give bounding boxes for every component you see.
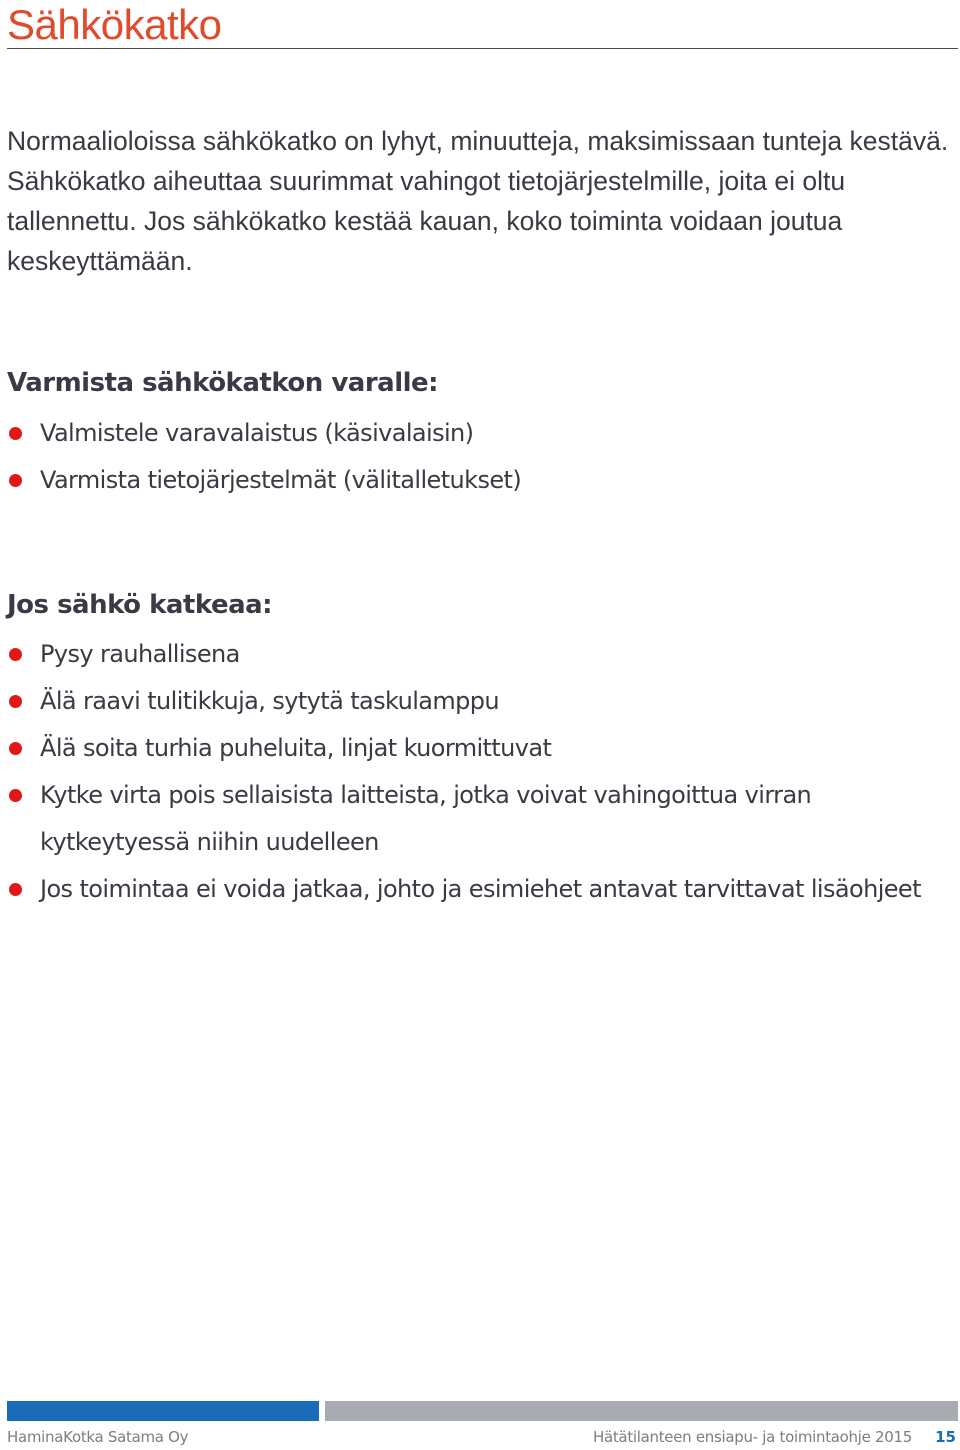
list-item xyxy=(7,772,952,866)
section-heading-preparation: Varmista sähkökatkon varalle: xyxy=(7,368,439,398)
page-number: 15 xyxy=(935,1428,956,1446)
footer-company-name: HaminaKotka Satama Oy xyxy=(7,1428,189,1446)
list-item xyxy=(7,725,952,772)
page-title: Sähkökatko xyxy=(7,1,222,48)
footer-bar-document xyxy=(325,1401,958,1421)
list-item-text: Älä soita turhia puheluita, linjat kuormittuvat xyxy=(40,734,552,762)
list-item-text: Valmistele varavalaistus (käsivalaisin) xyxy=(40,419,474,447)
list-item xyxy=(7,631,952,678)
list-item-text: Kytke virta pois sellaisista laitteista, jotka voivat vahingoittua virran kytkeytyessä niihin uudelleen xyxy=(40,781,812,856)
list-item-text: Pysy rauhallisena xyxy=(40,640,240,668)
bullet-icon xyxy=(9,789,22,802)
bullet-icon xyxy=(9,695,22,708)
section-heading-outage: Jos sähkö katkeaa: xyxy=(7,590,273,620)
list-item xyxy=(7,410,952,457)
bullet-icon xyxy=(9,648,22,661)
bullet-icon xyxy=(9,742,22,755)
footer-document-title: Hätätilanteen ensiapu- ja toimintaohje 2015 xyxy=(592,1428,912,1446)
list-item-text: Varmista tietojärjestelmät (välitalletukset) xyxy=(40,466,522,494)
bullet-icon xyxy=(9,883,22,896)
intro-paragraph: Normaalioloissa sähkökatko on lyhyt, minuutteja, maksimissaan tunteja kestävä. Sähkökatko aiheuttaa suurimmat vahingot tietojärjestelmille, joita ei oltu tallennettu. Jos sähkökatko kestää kauan, koko toiminta voidaan joutua keskeyttämään. xyxy=(7,126,949,276)
list-item-text: Jos toimintaa ei voida jatkaa, johto ja esimiehet antavat tarvittavat lisäohjeet xyxy=(40,875,921,903)
list-item-text: Älä raavi tulitikkuja, sytytä taskulamppu xyxy=(40,687,500,715)
title-divider xyxy=(7,48,958,49)
preparation-list xyxy=(7,410,952,504)
footer-bar-company xyxy=(7,1401,319,1421)
bullet-icon xyxy=(9,474,22,487)
bullet-icon xyxy=(9,427,22,440)
outage-list xyxy=(7,631,952,913)
list-item xyxy=(7,457,952,504)
list-item xyxy=(7,866,952,913)
list-item xyxy=(7,678,952,725)
